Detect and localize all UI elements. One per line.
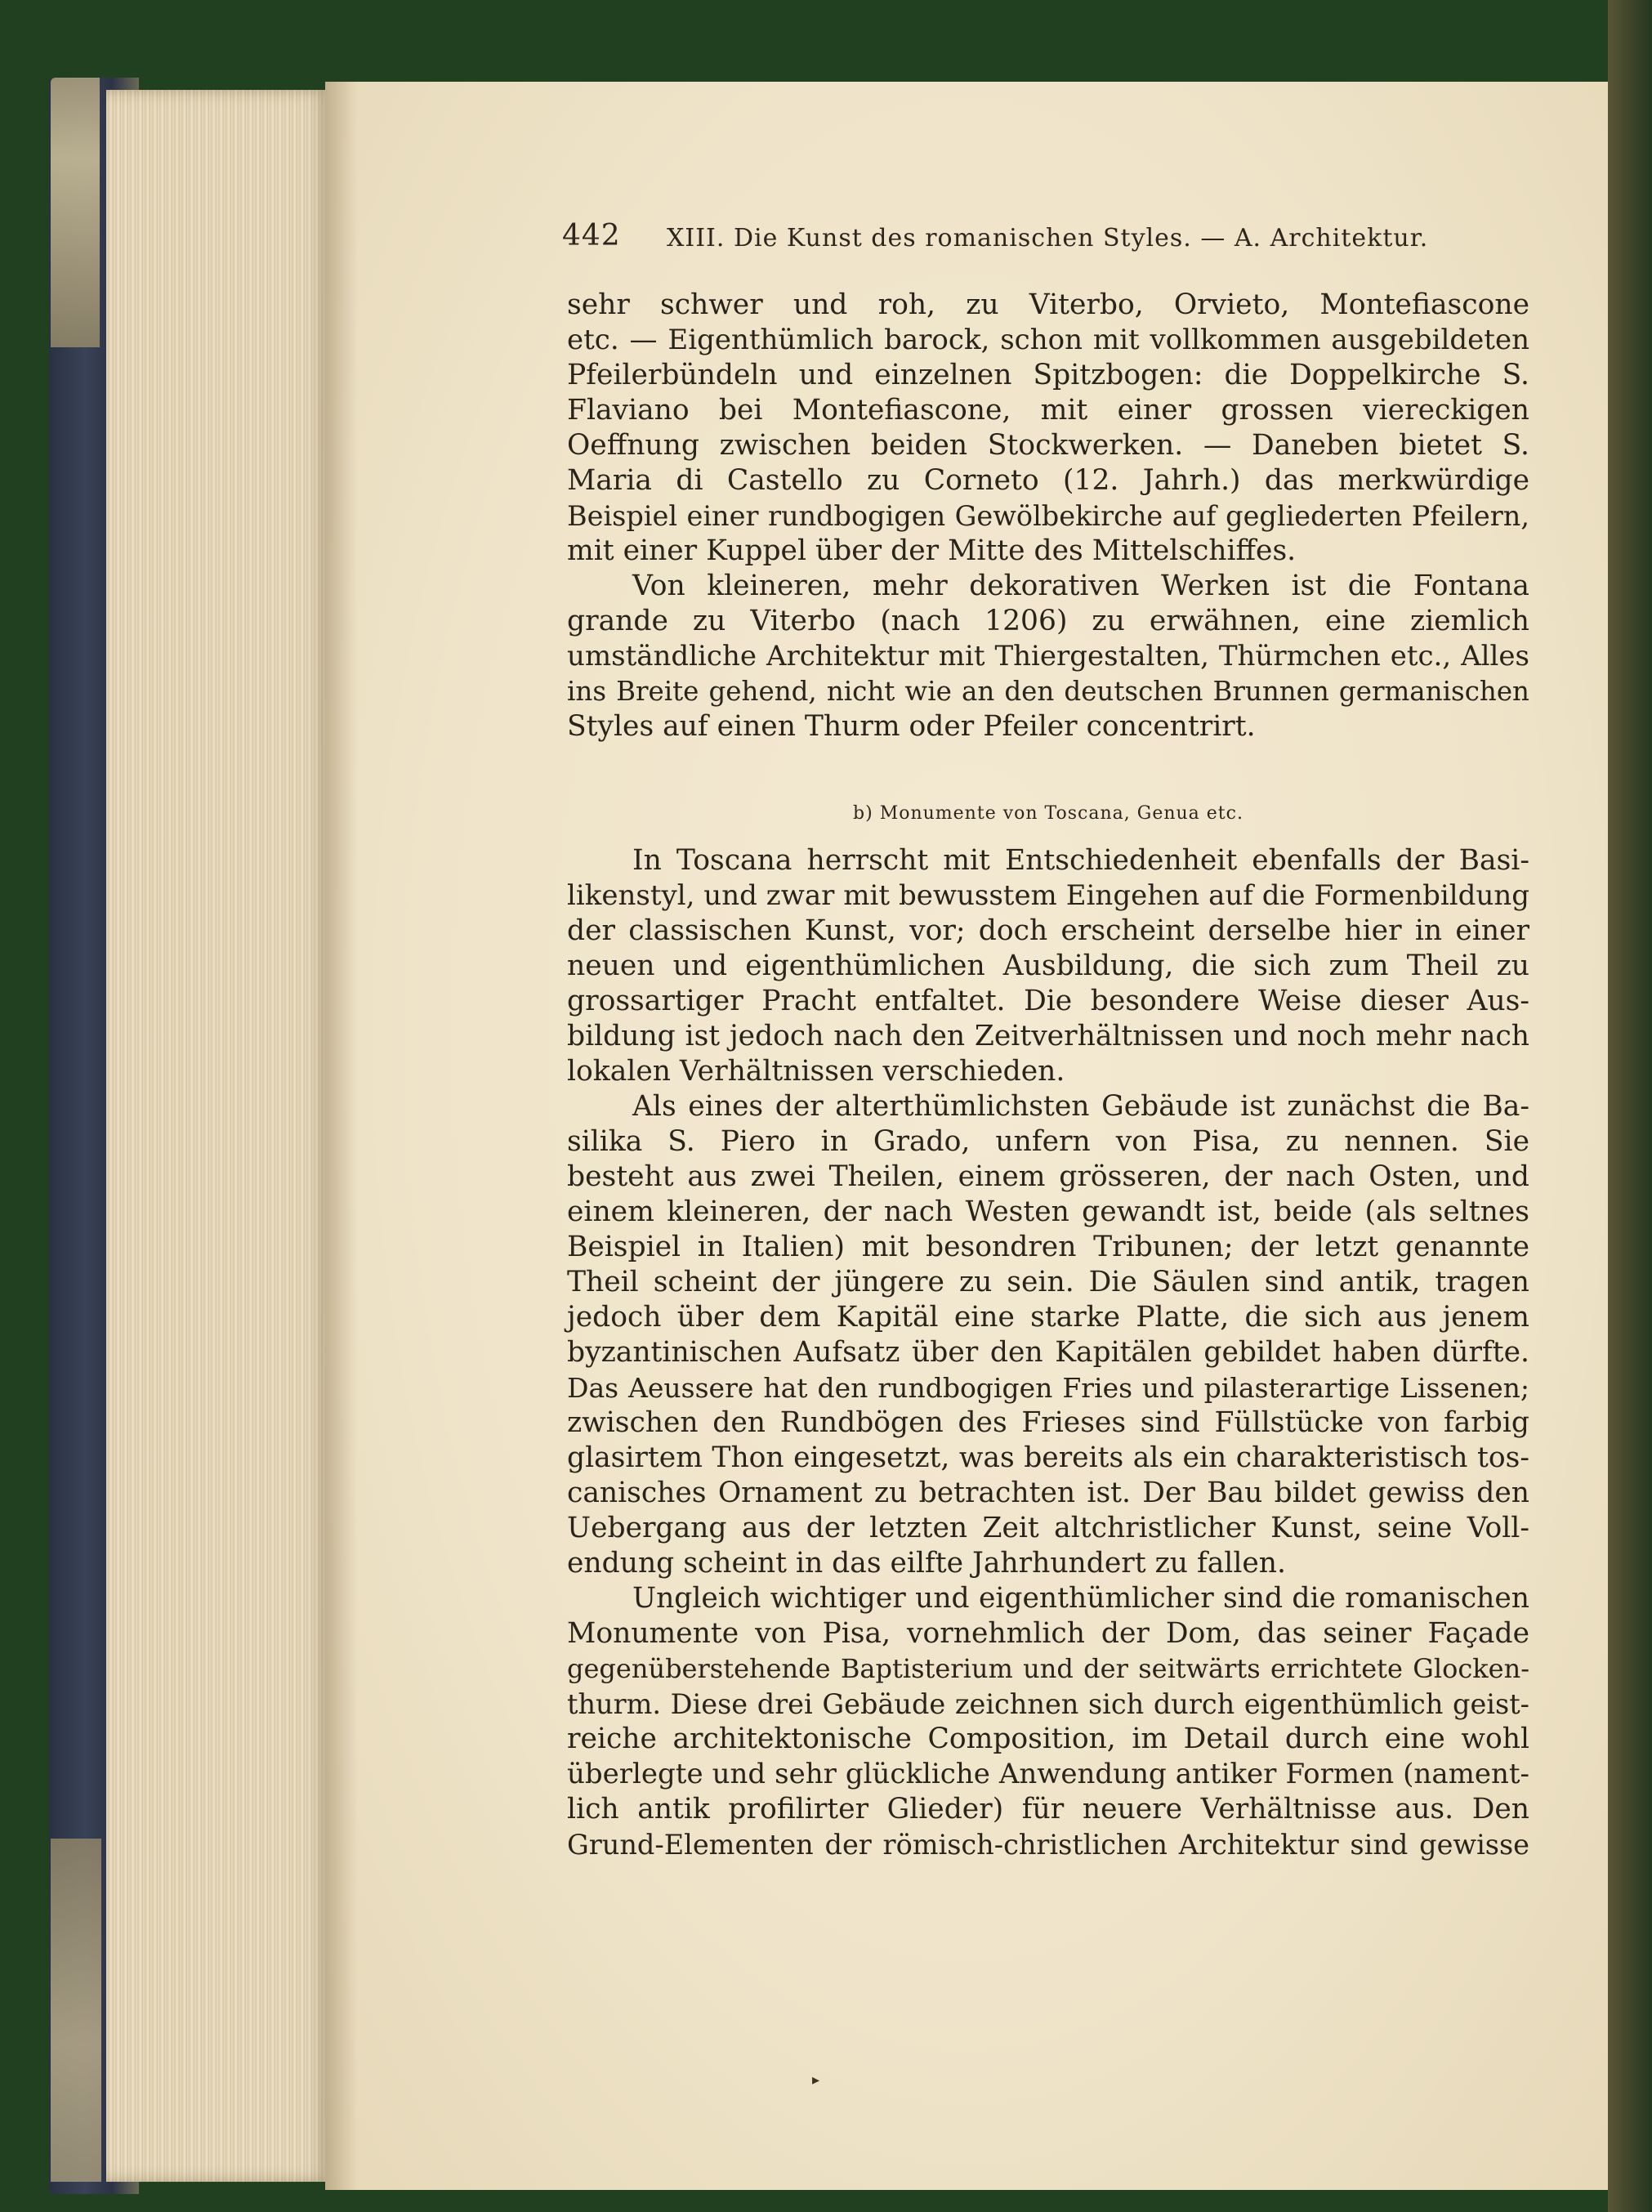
- text-line: bildung ist jedoch nach den Zeitverhältnissen und noch mehr nach: [567, 1020, 1529, 1052]
- text-line: einem kleineren, der nach Westen gewandt ist, beide (als seltnes: [567, 1195, 1529, 1228]
- text-line: Monumente von Pisa, vornehmlich der Dom, das seiner Façade: [567, 1617, 1529, 1650]
- text-line: byzantinischen Aufsatz über den Kapitälen gebildet haben dürfte.: [567, 1336, 1529, 1369]
- text-line: grossartiger Pracht entfaltet. Die besondere Weise dieser Aus-: [567, 985, 1529, 1017]
- running-header: [562, 219, 1428, 260]
- text-line: neuen und eigenthümlichen Ausbildung, die sich zum Theil zu: [567, 950, 1529, 982]
- text-line: jedoch über dem Kapitäl eine starke Platte, die sich aus jenem: [567, 1301, 1529, 1334]
- text-line: Beispiel einer rundbogigen Gewölbekirche auf gegliederten Pfeilern,: [567, 500, 1529, 532]
- text-line: umständliche Architektur mit Thiergestalten, Thürmchen etc., Alles: [567, 640, 1529, 673]
- background-top: [0, 0, 1652, 82]
- text-line: silika S. Piero in Grado, unfern von Pisa, zu nennen. Sie: [567, 1125, 1529, 1158]
- text-line: lokalen Verhältnissen verschieden.: [567, 1055, 1065, 1088]
- signature-mark: ▸: [812, 2071, 820, 2089]
- text-line: Als eines der alterthümlichsten Gebäude ist zunächst die Ba-: [632, 1090, 1529, 1123]
- text-line: Maria di Castello zu Corneto (12. Jahrh.) das merkwürdige: [567, 464, 1529, 497]
- page-number: 442: [562, 219, 621, 252]
- page-edges: [106, 90, 331, 2182]
- text-line: glasirtem Thon eingesetzt, was bereits als ein charakteristisch tos-: [567, 1441, 1529, 1474]
- running-title: XIII. Die Kunst des romanischen Styles. — A. Architektur.: [667, 224, 1429, 252]
- text-line: überlegte und sehr glückliche Anwendung antiker Formen (nament-: [567, 1758, 1529, 1790]
- cover-corner-bottom: [51, 1839, 101, 2182]
- gutter-shadow: [325, 82, 358, 2190]
- text-line: canisches Ornament zu betrachten ist. Der Bau bildet gewiss den: [567, 1477, 1529, 1509]
- text-line: grande zu Viterbo (nach 1206) zu erwähnen, eine ziemlich: [567, 605, 1529, 637]
- text-line: ins Breite gehend, nicht wie an den deutschen Brunnen germanischen: [567, 676, 1529, 707]
- text-line: sehr schwer und roh, zu Viterbo, Orvieto, Montefiascone: [567, 288, 1529, 321]
- text-line: Styles auf einen Thurm oder Pfeiler concentrirt.: [567, 710, 1256, 743]
- text-line: Pfeilerbündeln und einzelnen Spitzbogen: die Doppelkirche S.: [567, 359, 1529, 391]
- text-line: reiche architektonische Composition, im Detail durch eine wohl: [567, 1723, 1529, 1755]
- text-line: Grund-Elementen der römisch-christlichen Architektur sind gewisse: [567, 1829, 1529, 1861]
- text-line: In Toscana herrscht mit Entschiedenheit ebenfalls der Basi-: [632, 844, 1529, 877]
- text-line: Beispiel in Italien) mit besondren Tribunen; der letzt genannte: [567, 1231, 1529, 1263]
- text-line: endung scheint in das eilfte Jahrhundert zu fallen.: [567, 1547, 1286, 1580]
- section-heading: b) Monumente von Toscana, Genua etc.: [853, 803, 1243, 824]
- text-line: lich antik profilirter Glieder) für neuere Verhältnisse aus. Den: [567, 1793, 1529, 1825]
- background-right: [1608, 0, 1652, 2212]
- text-line: Theil scheint der jüngere zu sein. Die Säulen sind antik, tragen: [567, 1266, 1529, 1298]
- text-line: Flaviano bei Montefiascone, mit einer grossen viereckigen: [567, 394, 1529, 427]
- text-line: Von kleineren, mehr dekorativen Werken ist die Fontana: [632, 570, 1529, 602]
- text-line: etc. — Eigenthümlich barock, schon mit vollkommen ausgebildeten: [567, 324, 1529, 356]
- text-line: mit einer Kuppel über der Mitte des Mittelschiffes.: [567, 534, 1297, 567]
- cover-corner-top: [51, 78, 100, 347]
- text-line: besteht aus zwei Theilen, einem grösseren, der nach Osten, und: [567, 1160, 1529, 1193]
- text-block-1: [567, 288, 1529, 744]
- text-line: zwischen den Rundbögen des Frieses sind Füllstücke von farbig: [567, 1406, 1529, 1439]
- text-line: Ungleich wichtiger und eigenthümlicher sind die romanischen: [632, 1582, 1529, 1615]
- text-line: thurm. Diese drei Gebäude zeichnen sich durch eigenthümlich geist-: [567, 1688, 1529, 1720]
- text-line: Oeffnung zwischen beiden Stockwerken. — Daneben bietet S.: [567, 429, 1529, 462]
- text-block-2: [567, 843, 1529, 1862]
- text-line: gegenüberstehende Baptisterium und der seitwärts errichtete Glocken-: [567, 1653, 1529, 1684]
- text-line: der classischen Kunst, vor; doch erscheint derselbe hier in einer: [567, 914, 1529, 947]
- text-line: likenstyl, und zwar mit bewusstem Eingehen auf die Formenbildung: [567, 879, 1529, 912]
- text-line: Das Aeussere hat den rundbogigen Fries und pilasterartige Lissenen;: [567, 1372, 1529, 1404]
- text-line: Uebergang aus der letzten Zeit altchristlicher Kunst, seine Voll-: [567, 1512, 1529, 1544]
